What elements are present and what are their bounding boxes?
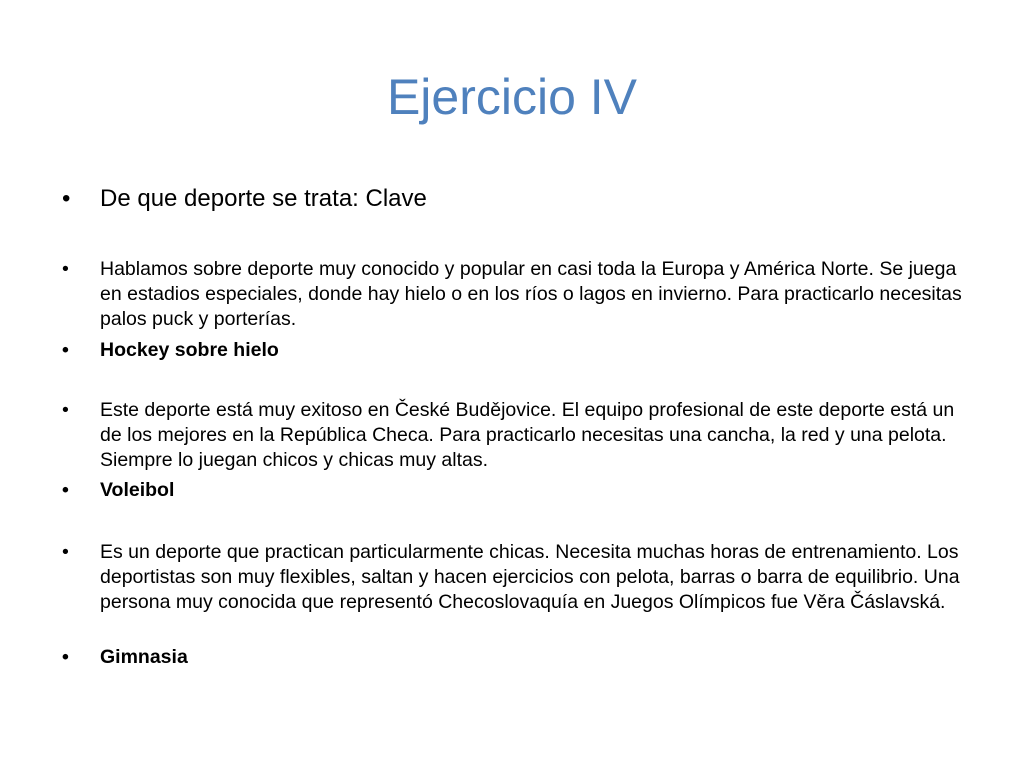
- bullet-text: De que deporte se trata: Clave: [100, 185, 427, 212]
- bullet-text: Hablamos sobre deporte muy conocido y popular en casi toda la Europa y América Norte. Se juega en estadios especiales, donde hay hielo o en los ríos o lagos en invierno. Para practicarlo necesitas palos puck y porterías.: [100, 258, 962, 330]
- bullet-text: Voleibol: [100, 479, 175, 501]
- bullet-text: Gimnasia: [100, 646, 188, 668]
- bullet-dot-icon: •: [62, 339, 69, 361]
- bullet-dot-icon: •: [62, 185, 71, 212]
- bullet-text: Este deporte está muy exitoso en České Budějovice. El equipo profesional de este deporte está un de los mejores en la República Checa. Para practicarlo necesitas una cancha, la red y una pelota. Siempre lo juegan chicos y chicas muy altas.: [100, 399, 955, 471]
- slide-title: Ejercicio IV: [386, 69, 638, 125]
- bullet-dot-icon: •: [62, 646, 69, 668]
- bullet-text: Es un deporte que practican particularmente chicas. Necesita muchas horas de entrenamiento. Los deportistas son muy flexibles, saltan y hacen ejercicios con pelota, barras o barra de equilibrio. Una persona muy conocida que representó Checoslovaquía en Juegos Olímpicos fue Věra Čáslavská.: [100, 541, 960, 613]
- bullet-dot-icon: •: [62, 399, 69, 421]
- bullet-text: Hockey sobre hielo: [100, 339, 279, 361]
- bullet-dot-icon: •: [62, 258, 69, 280]
- bullet-dot-icon: •: [62, 479, 69, 501]
- bullet-dot-icon: •: [62, 541, 69, 563]
